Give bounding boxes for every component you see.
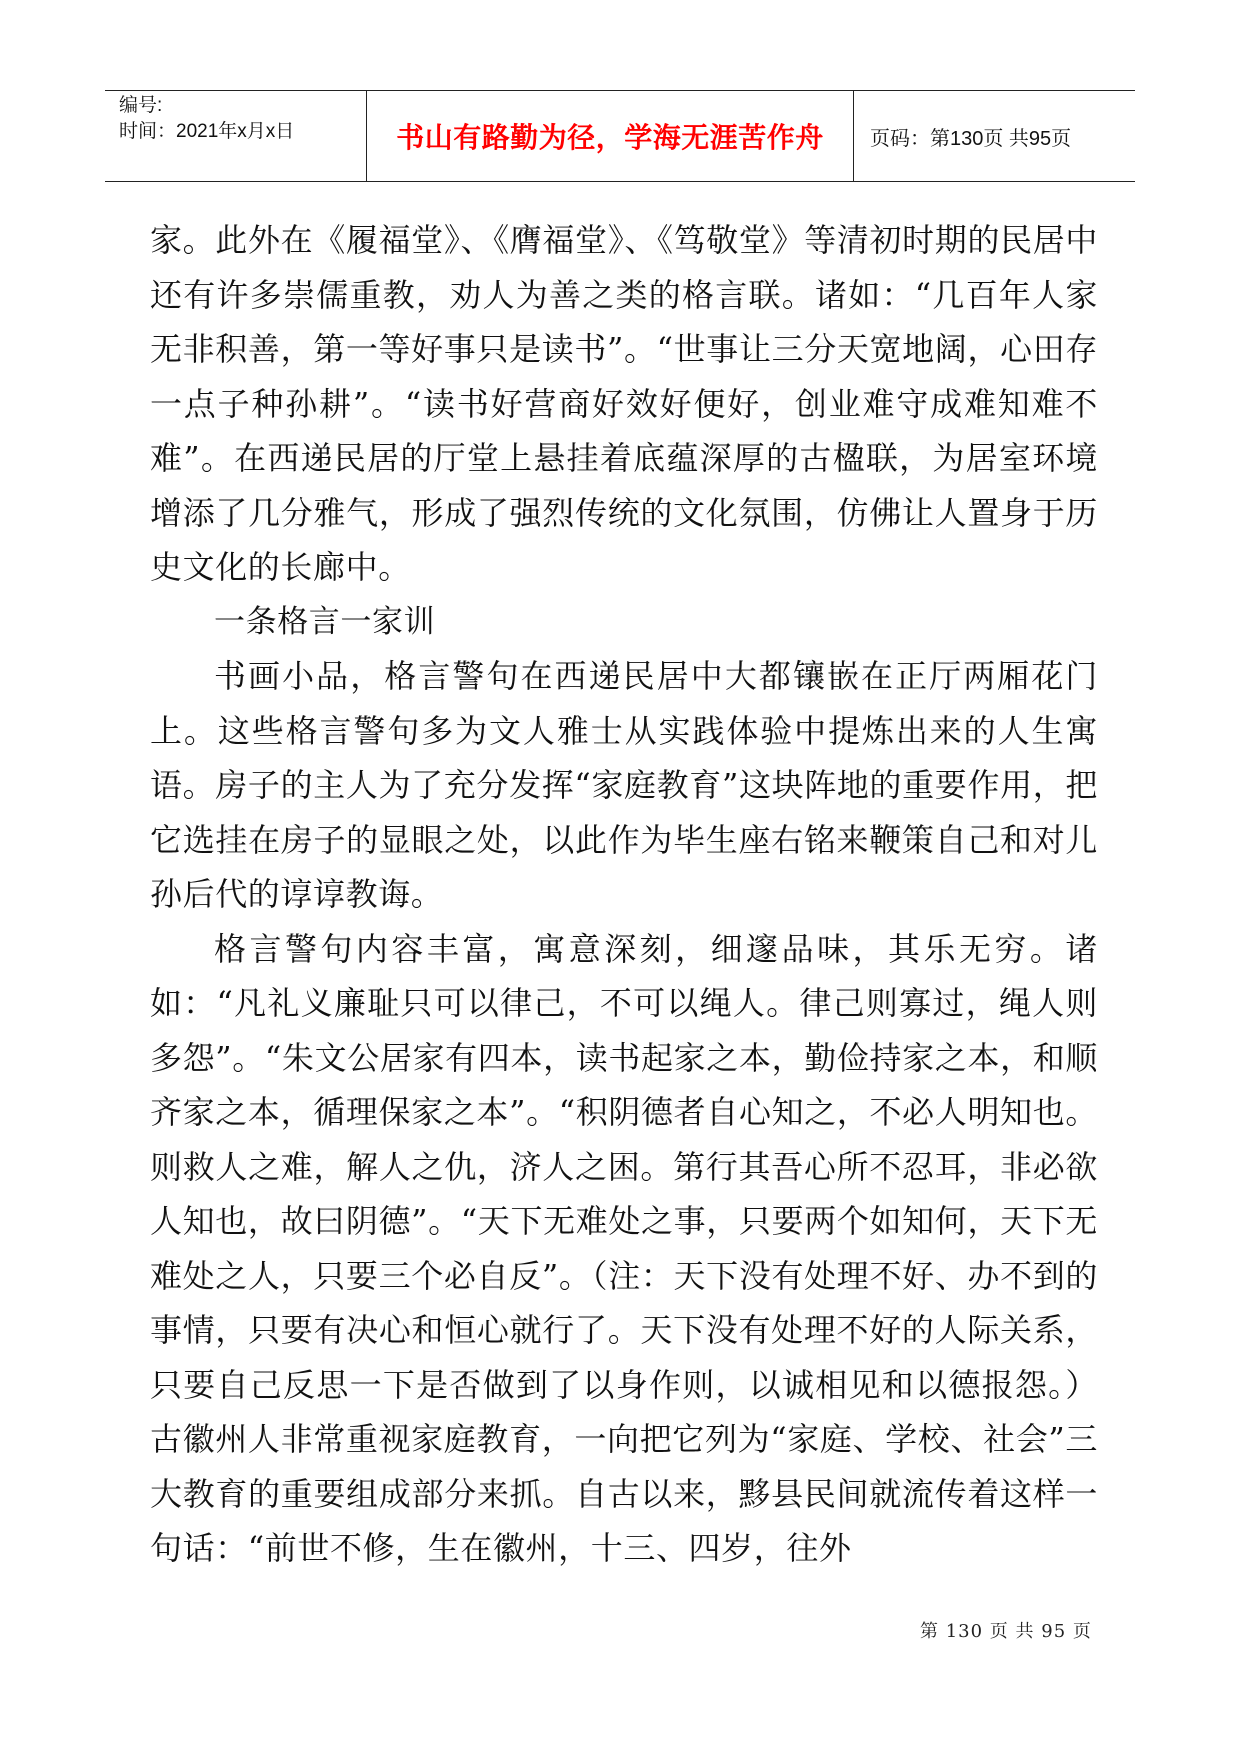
header-page-label: 页码：第130页 共95页 [870,127,1072,150]
document-number-label: 编号: [119,95,163,116]
header-meta-cell [105,91,367,181]
document-body [150,213,1098,1576]
paragraph-3: 格言警句内容丰富，寓意深刻，细邃品味，其乐无穷。诸如：“凡礼义廉耻只可以律己，不可以绳人。律己则寡过，绳人则多怨”。“朱文公居家有四本，读书起家之本，勤俭持家之本，和顺齐家之本，循理保家之本”。“积阴德者自心知之，不必人明知也。则救人之难，解人之仇，济人之困。第行其吾心所不忍耳，非必欲人知也，故曰阴德”。“天下无难处之事，只要两个如知何，天下无难处之人，只要三个必自反”。（注：天下没有处理不好、办不到的事情，只要有决心和恒心就行了。天下没有处理不好的人际关系，只要自己反思一下是否做到了以身作则，以诚相见和以德报怨。）古徽州人非常重视家庭教育，一向把它列为“家庭、学校、社会”三大教育的重要组成部分来抓。自古以来，黟县民间就流传着这样一句话：“前世不修，生在徽州，十三、四岁，往外 [150,929,1098,1567]
document-time-label: 时间：2021年x月x日 [119,121,295,142]
paragraph-1: 家。此外在《履福堂》、《膺福堂》、《笃敬堂》等清初时期的民居中还有许多崇儒重教，劝人为善之类的格言联。诸如：“几百年人家无非积善，第一等好事只是读书”。“世事让三分天宽地阔，心田存一点子种孙耕”。“读书好营商好效好便好，创业难守成难知难不难”。在西递民居的厅堂上悬挂着底蕴深厚的古楹联，为居室环境增添了几分雅气，形成了强烈传统的文化氛围，仿佛让人置身于历史文化的长廊中。 [150,221,1098,586]
page-footer: 第 130 页 共 95 页 [920,1621,1092,1642]
section-heading: 一条格言一家训 [214,603,436,640]
document-header [105,90,1135,182]
paragraph-2: 书画小品，格言警句在西递民居中大都镶嵌在正厅两厢花门上。这些格言警句多为文人雅士从实践体验中提炼出来的人生寓语。房子的主人为了充分发挥“家庭教育”这块阵地的重要作用，把它选挂在房子的显眼之处，以此作为毕生座右铭来鞭策自己和对儿孙后代的谆谆教诲。 [150,657,1098,913]
header-motto: 书山有路勤为径，学海无涯苦作舟 [367,91,854,181]
